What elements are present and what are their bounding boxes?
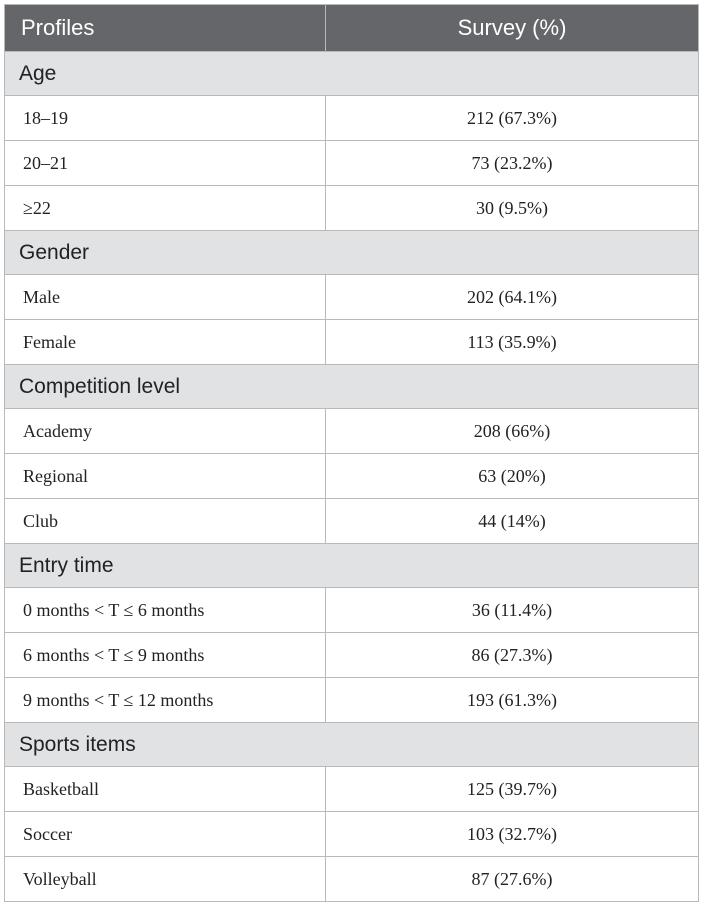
section-title: Age	[5, 52, 699, 96]
profile-table	[4, 4, 699, 902]
row-value: 73 (23.2%)	[326, 141, 699, 186]
row-value: 208 (66%)	[326, 409, 699, 454]
row-value: 30 (9.5%)	[326, 186, 699, 231]
row-value: 103 (32.7%)	[326, 812, 699, 857]
header-survey: Survey (%)	[326, 5, 699, 52]
table-row	[5, 141, 699, 186]
section-gender	[5, 231, 699, 275]
section-title: Gender	[5, 231, 699, 275]
row-label: Basketball	[5, 767, 326, 812]
row-value: 86 (27.3%)	[326, 633, 699, 678]
section-title: Competition level	[5, 365, 699, 409]
row-label: Soccer	[5, 812, 326, 857]
row-value: 202 (64.1%)	[326, 275, 699, 320]
table-row	[5, 812, 699, 857]
table-row	[5, 186, 699, 231]
table-row	[5, 633, 699, 678]
row-label: 9 months < T ≤ 12 months	[5, 678, 326, 723]
row-label: Volleyball	[5, 857, 326, 902]
table-body	[5, 52, 699, 902]
row-label: ≥22	[5, 186, 326, 231]
table-row	[5, 96, 699, 141]
section-title: Entry time	[5, 544, 699, 588]
row-label: 0 months < T ≤ 6 months	[5, 588, 326, 633]
row-label: Regional	[5, 454, 326, 499]
section-competition-level	[5, 365, 699, 409]
table-row	[5, 320, 699, 365]
row-value: 63 (20%)	[326, 454, 699, 499]
row-value: 212 (67.3%)	[326, 96, 699, 141]
table-row	[5, 499, 699, 544]
table-row	[5, 857, 699, 902]
row-label: 18–19	[5, 96, 326, 141]
row-value: 193 (61.3%)	[326, 678, 699, 723]
row-label: Academy	[5, 409, 326, 454]
row-label: Male	[5, 275, 326, 320]
row-label: 20–21	[5, 141, 326, 186]
header-profiles: Profiles	[5, 5, 326, 52]
row-value: 44 (14%)	[326, 499, 699, 544]
row-label: Female	[5, 320, 326, 365]
row-label: Club	[5, 499, 326, 544]
table-header	[5, 5, 699, 52]
table-row	[5, 588, 699, 633]
row-value: 36 (11.4%)	[326, 588, 699, 633]
table-row	[5, 454, 699, 499]
table-row	[5, 678, 699, 723]
section-title: Sports items	[5, 723, 699, 767]
section-age	[5, 52, 699, 96]
section-entry-time	[5, 544, 699, 588]
table-row	[5, 767, 699, 812]
row-value: 87 (27.6%)	[326, 857, 699, 902]
table-row	[5, 275, 699, 320]
row-value: 125 (39.7%)	[326, 767, 699, 812]
row-label: 6 months < T ≤ 9 months	[5, 633, 326, 678]
section-sports-items	[5, 723, 699, 767]
table-row	[5, 409, 699, 454]
header-row	[5, 5, 699, 52]
row-value: 113 (35.9%)	[326, 320, 699, 365]
